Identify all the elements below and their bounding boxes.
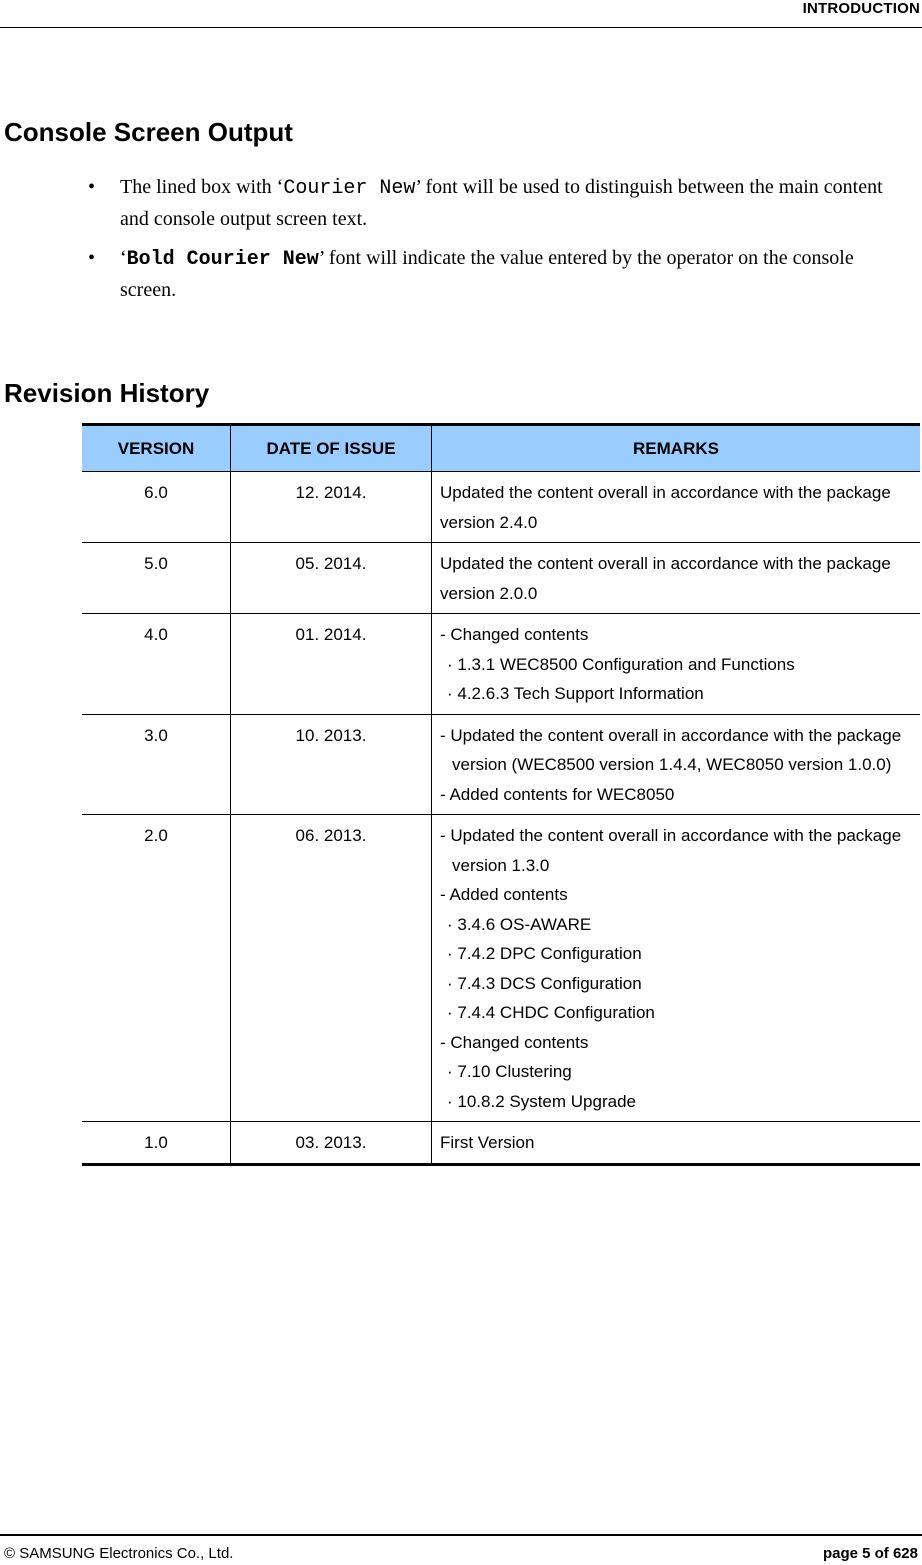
remark-line: · 10.8.2 System Upgrade	[447, 1091, 636, 1111]
remark-line: - Added contents	[440, 885, 568, 904]
remarks-cell	[432, 714, 921, 815]
version-cell: 1.0	[82, 1122, 231, 1165]
bullet-text: ’ font will be used to distinguish between the main content and console output screen text.	[120, 176, 883, 230]
table-row	[82, 472, 920, 543]
bold-courier-sample: Bold Courier New	[126, 248, 319, 271]
courier-sample: Courier New	[283, 177, 416, 200]
header-section-label: INTRODUCTION	[802, 0, 920, 17]
date-cell: 01. 2014.	[231, 614, 432, 715]
date-cell: 06. 2013.	[231, 815, 432, 1122]
footer-copyright: © SAMSUNG Electronics Co., Ltd.	[4, 1545, 234, 1562]
revision-table-body	[82, 472, 920, 1165]
bullet-glyph: •	[88, 176, 96, 198]
remark-line: · 7.10 Clustering	[447, 1062, 572, 1081]
remark-line: First Version	[440, 1133, 535, 1152]
bullet-text: ‘	[120, 247, 127, 269]
remark-line: · 7.4.2 DPC Configuration	[447, 944, 642, 963]
footer-page-number: page 5 of 628	[822, 1545, 918, 1562]
table-row	[82, 714, 920, 815]
remark-line: · 7.4.3 DCS Configuration	[447, 973, 642, 993]
table-row	[82, 1122, 920, 1165]
header-divider	[0, 27, 922, 28]
version-cell: 3.0	[82, 714, 231, 815]
version-cell: 2.0	[82, 815, 231, 1122]
remark-line: - Updated the content overall in accordance with the package version (WEC8500 version 1.4.4, WEC8050 version 1.0.0)	[440, 725, 902, 774]
remark-line: - Changed contents	[440, 625, 589, 644]
date-cell: 10. 2013.	[231, 714, 432, 815]
date-cell: 12. 2014.	[231, 472, 432, 543]
version-cell: 4.0	[82, 614, 231, 715]
date-cell: 05. 2014.	[231, 543, 432, 614]
console-section-title: Console Screen Output	[4, 117, 293, 147]
column-header-date: DATE OF ISSUE	[231, 425, 432, 472]
remark-line: · 3.4.6 OS-AWARE	[447, 914, 592, 934]
remark-line: - Changed contents	[440, 1032, 589, 1052]
remarks-cell	[432, 815, 921, 1122]
remarks-cell	[432, 614, 921, 715]
version-cell: 5.0	[82, 543, 231, 614]
bullet-text: ’ font will indicate the value entered by the operator on the console screen.	[120, 247, 854, 301]
remarks-cell	[432, 1122, 921, 1165]
remark-line: Updated the content overall in accordance with the package version 2.4.0	[440, 483, 891, 532]
bullet-text: The lined box with ‘	[120, 176, 284, 198]
column-header-remarks: REMARKS	[432, 425, 921, 472]
remark-line: · 1.3.1 WEC8500 Configuration and Functions	[447, 654, 795, 674]
table-row	[82, 614, 920, 715]
revision-section-title: Revision History	[4, 378, 210, 408]
remark-line: - Updated the content overall in accordance with the package version 1.3.0	[440, 826, 902, 875]
version-cell: 6.0	[82, 472, 231, 543]
date-cell: 03. 2013.	[231, 1122, 432, 1165]
remark-line: · 4.2.6.3 Tech Support Information	[447, 684, 704, 703]
remark-line: · 7.4.4 CHDC Configuration	[447, 1003, 655, 1022]
column-header-version: VERSION	[82, 425, 231, 472]
table-row	[82, 815, 920, 1122]
bullet-item	[88, 243, 898, 306]
remarks-cell	[432, 543, 921, 614]
table-header-row	[82, 425, 920, 472]
remark-line: Updated the content overall in accordance with the package version 2.0.0	[440, 554, 891, 603]
bullet-item	[88, 172, 898, 235]
table-row	[82, 543, 920, 614]
footer-divider	[0, 1534, 922, 1536]
console-bullet-list	[88, 172, 898, 314]
remark-line: - Added contents for WEC8050	[440, 784, 675, 804]
revision-history-table	[82, 423, 920, 1166]
bullet-glyph: •	[88, 247, 96, 269]
remarks-cell	[432, 472, 921, 543]
